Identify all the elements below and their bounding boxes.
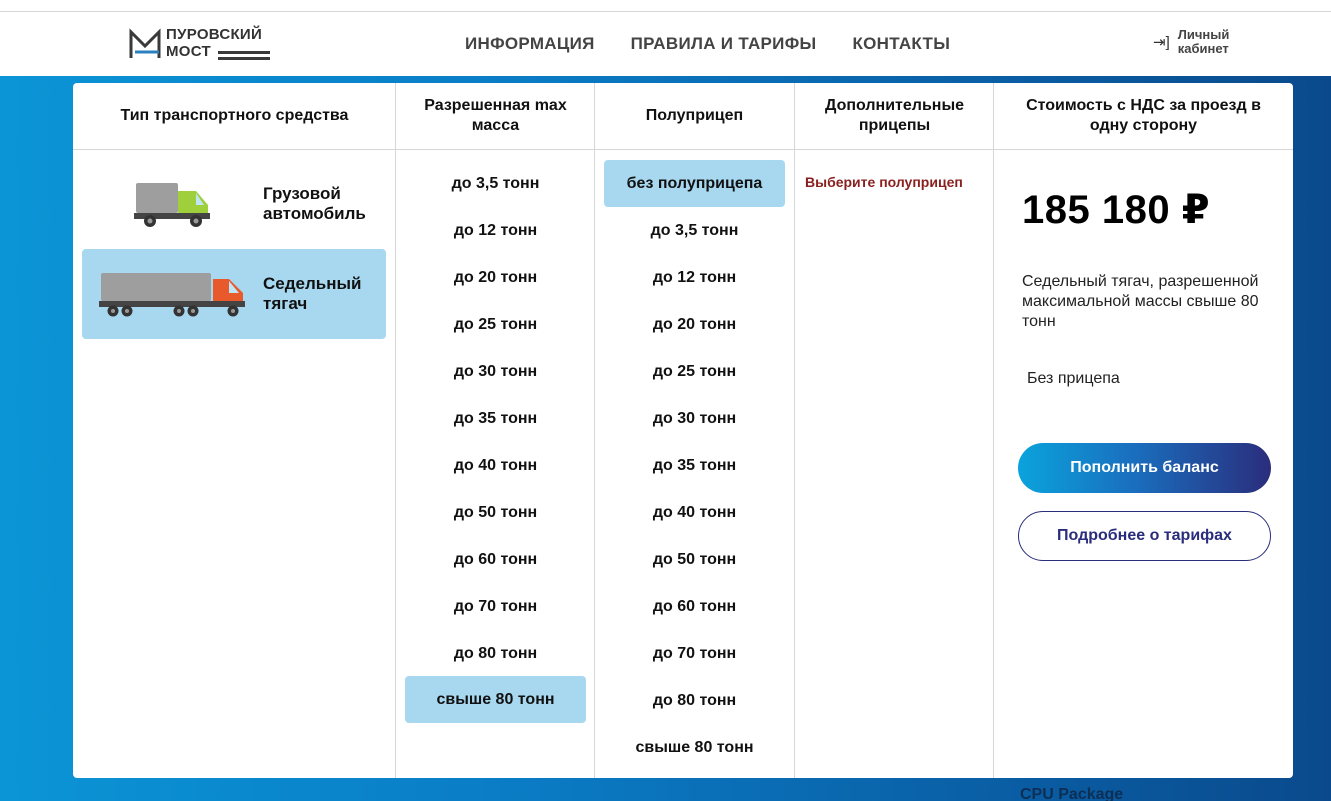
- mass-option[interactable]: до 50 тонн: [453, 503, 538, 521]
- vehicle-label-tractor: [263, 274, 361, 314]
- cabinet-label: [1178, 28, 1230, 56]
- mass-option[interactable]: до 12 тонн: [453, 221, 538, 239]
- personal-cabinet-link[interactable]: [1153, 28, 1229, 56]
- vehicle-label-line: тягач: [263, 294, 308, 313]
- mass-option[interactable]: до 35 тонн: [453, 409, 538, 427]
- column-header-price: Стоимость с НДС за проезд в одну сторону: [994, 83, 1293, 150]
- tariff-details-button[interactable]: Подробнее о тарифах: [1018, 511, 1271, 561]
- price-value: 185 180 ₽: [1022, 188, 1211, 232]
- semitrailer-option[interactable]: до 20 тонн: [652, 315, 737, 333]
- max-mass-column: [395, 83, 595, 778]
- mass-option[interactable]: до 25 тонн: [453, 315, 538, 333]
- nav-item-information[interactable]: ИНФОРМАЦИЯ: [465, 34, 595, 53]
- column-header-vehicle-type: Тип транспортного средства: [73, 83, 396, 150]
- tractor-trailer-icon: [99, 269, 247, 319]
- trailer-description: Без прицепа: [1027, 370, 1120, 387]
- main-nav: [465, 34, 950, 54]
- logo-bridge-icon: [129, 28, 161, 60]
- semitrailer-option[interactable]: до 60 тонн: [652, 597, 737, 615]
- background-overlay-text: CPU Package: [1020, 786, 1124, 801]
- price-column: [993, 83, 1293, 778]
- mass-option-selected[interactable]: свыше 80 тонн: [405, 676, 586, 723]
- semitrailer-option[interactable]: до 70 тонн: [652, 644, 737, 662]
- semitrailer-option[interactable]: до 30 тонн: [652, 409, 737, 427]
- logo-stripe: [218, 51, 270, 54]
- mass-option[interactable]: до 30 тонн: [453, 362, 538, 380]
- column-header-semitrailer: Полуприцеп: [595, 83, 794, 150]
- browser-top-strip: [0, 0, 1331, 12]
- cabinet-label-line2: кабинет: [1177, 41, 1229, 56]
- vehicle-label-line: Грузовой: [263, 184, 341, 203]
- price-description: Седельный тягач, разрешенной максимальной массы свыше 80 тонн: [1022, 273, 1259, 330]
- cabinet-label-line1: Личный: [1177, 27, 1230, 42]
- vehicle-option-truck[interactable]: [82, 160, 386, 250]
- select-semitrailer-hint: Выберите полуприцеп: [805, 174, 963, 190]
- vehicle-label-truck: [263, 184, 366, 224]
- truck-icon: [134, 181, 212, 229]
- tariff-calculator: [73, 83, 1293, 778]
- logo-line1: ПУРОВСКИЙ: [166, 26, 263, 43]
- semitrailer-option[interactable]: до 80 тонн: [652, 691, 737, 709]
- semitrailer-option-selected[interactable]: без полуприцепа: [604, 160, 785, 207]
- semitrailer-option[interactable]: до 35 тонн: [652, 456, 737, 474]
- logo-line2: МОСТ: [166, 43, 211, 60]
- mass-option[interactable]: до 20 тонн: [453, 268, 538, 286]
- mass-option[interactable]: до 70 тонн: [453, 597, 538, 615]
- extra-trailers-column: [794, 83, 994, 778]
- semitrailer-option[interactable]: свыше 80 тонн: [635, 738, 754, 756]
- semitrailer-option[interactable]: до 40 тонн: [652, 503, 737, 521]
- semitrailer-option[interactable]: до 50 тонн: [652, 550, 737, 568]
- nav-item-rules-tariffs[interactable]: ПРАВИЛА И ТАРИФЫ: [630, 34, 817, 53]
- logo[interactable]: [129, 26, 274, 62]
- mass-option[interactable]: до 60 тонн: [453, 550, 538, 568]
- semitrailer-option[interactable]: до 25 тонн: [652, 362, 737, 380]
- semitrailer-option[interactable]: до 12 тонн: [652, 268, 737, 286]
- column-header-max-mass: Разрешенная max масса: [396, 83, 595, 150]
- logo-text: [166, 26, 262, 60]
- vehicle-label-line: Седельный: [263, 274, 362, 293]
- logo-stripe: [218, 57, 270, 60]
- mass-option[interactable]: до 80 тонн: [453, 644, 538, 662]
- vehicle-label-line: автомобиль: [263, 204, 366, 223]
- vehicle-option-tractor[interactable]: [82, 249, 386, 339]
- vehicle-type-column: [73, 83, 396, 778]
- semitrailer-option[interactable]: до 3,5 тонн: [650, 221, 739, 239]
- nav-item-contacts[interactable]: КОНТАКТЫ: [852, 34, 951, 53]
- mass-option[interactable]: до 3,5 тонн: [451, 174, 540, 192]
- column-header-extra-trailers: Дополнительные прицепы: [795, 83, 994, 150]
- login-icon: ⇥]: [1153, 34, 1170, 51]
- topup-balance-button[interactable]: Пополнить баланс: [1018, 443, 1271, 493]
- site-header: [0, 12, 1331, 76]
- mass-option[interactable]: до 40 тонн: [453, 456, 538, 474]
- semitrailer-column: [594, 83, 794, 778]
